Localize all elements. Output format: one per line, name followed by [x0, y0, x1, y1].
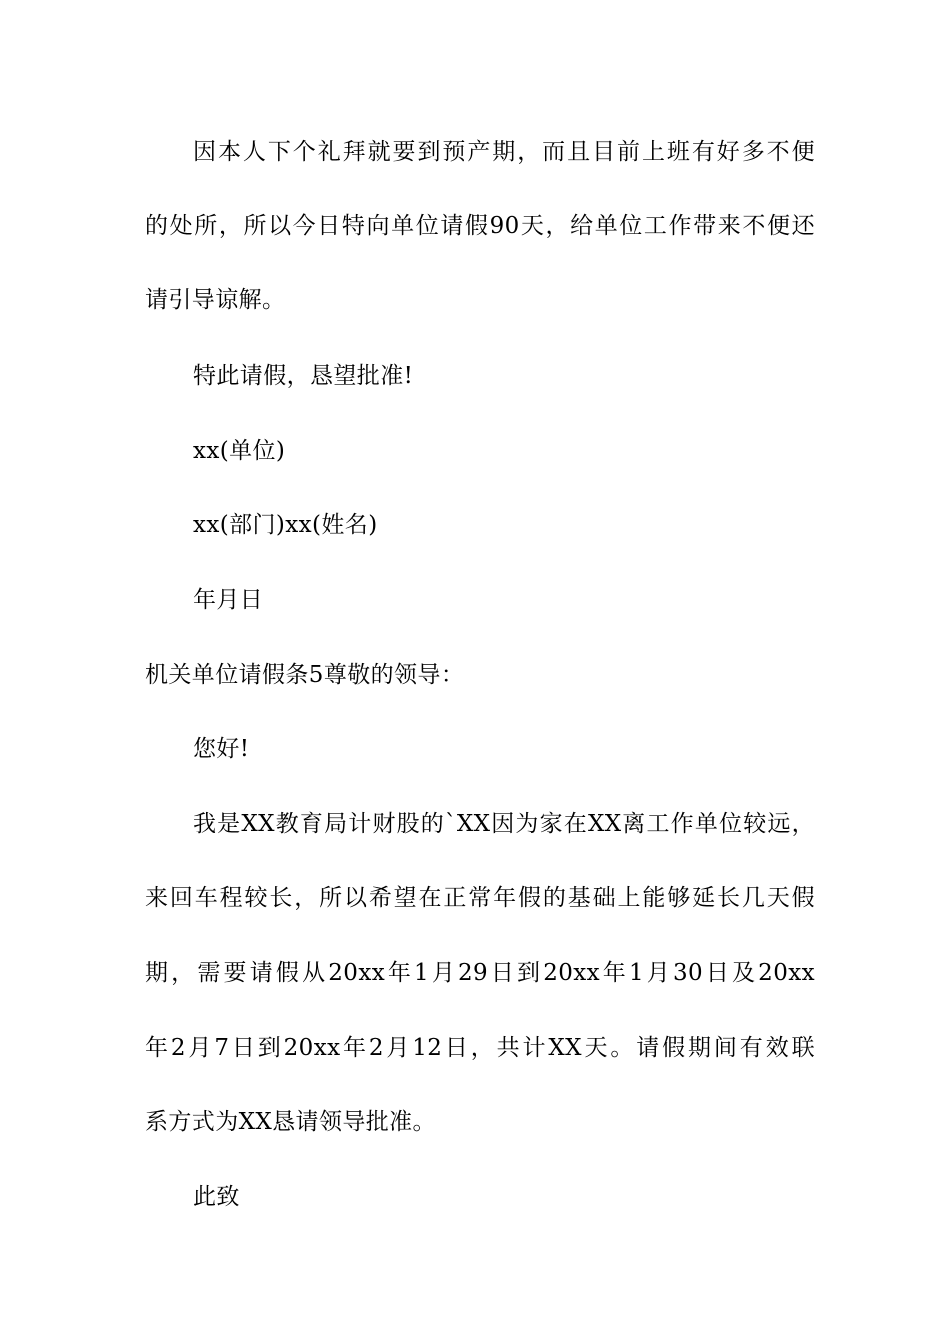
paragraph-2-line-5: 系方式为XX恳请领导批准。 — [145, 1109, 436, 1135]
paragraph-2-line-4: 年2月7日到20xx年2月12日，共计XX天。请假期间有效联 — [145, 1035, 815, 1061]
paragraph-1-line-1: 因本人下个礼拜就要到预产期，而且目前上班有好多不便 — [193, 139, 815, 165]
paragraph-2-line-1: 我是XX教育局计财股的`XX因为家在XX离工作单位较远， — [193, 811, 815, 837]
date-line: 年月日 — [193, 587, 264, 613]
paragraph-1-line-2: 的处所，所以今日特向单位请假90天，给单位工作带来不便还 — [145, 213, 815, 239]
section-heading: 机关单位请假条5尊敬的领导： — [145, 662, 465, 688]
paragraph-2-line-2: 来回车程较长，所以希望在正常年假的基础上能够延长几天假 — [145, 885, 815, 911]
greeting: 您好! — [193, 736, 250, 762]
request-statement: 特此请假，恳望批准! — [193, 363, 414, 389]
department-name-line: xx(部门)xx(姓名) — [193, 512, 378, 538]
unit-line: xx(单位) — [193, 438, 286, 464]
paragraph-2-line-3: 期，需要请假从20xx年1月29日到20xx年1月30日及20xx — [145, 960, 815, 986]
closing-salutation: 此致 — [193, 1184, 240, 1210]
paragraph-1-line-3: 请引导谅解。 — [145, 287, 286, 313]
